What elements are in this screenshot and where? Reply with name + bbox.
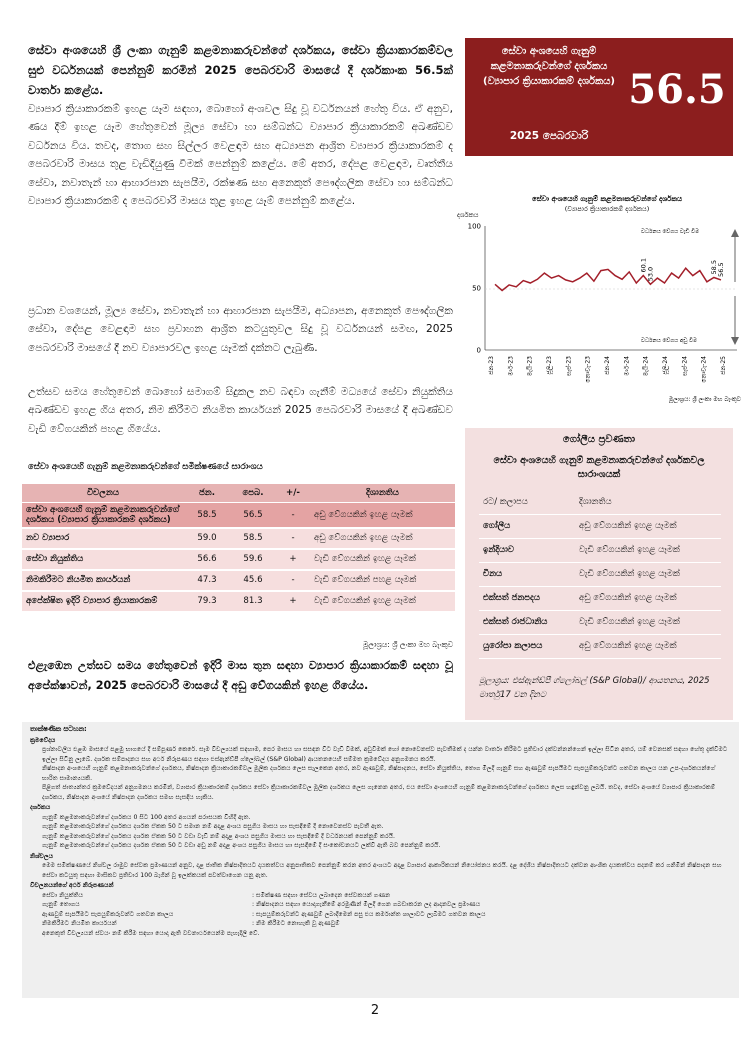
notes-method-text: ප්‍රශ්නාවලිය එළඹ මාසයේ පළමු භාගයේ දී සම්පූර්ණ කෙරේ. සෑම විචල්‍යයක් සඳහාම, පෙර මාසය හා සසඳන විට වැඩි වීමක්, අඩුවීමක් හෝ නොවෙනස්ව පැවතීමක් ද යන්න වාර්තා කිරීමට ප්‍රතිචාර දක්වන්නන්ගෙන් ඉල්ලා සිටින අතර, යම් වෙනසක් සඳහා හේතු දැක්වීමට ඉල්ලා සිටිනු ලැබේ. දර්ශක සම්පාදනය සහ අර්ථ නිරූපණය සඳහා එස්ඇන්ඩ්පී ග්ලෝබල් (S&P Global) ආයතනයෙහි සම්මත ක්‍රමවේදය අනුගමනය කරයි. [42, 746, 728, 763]
definition-row [30, 891, 731, 901]
definition-term: ඇණවුම් සැපයීමට සැපයුම්කරුවන්ට ගතවන කාලය [42, 910, 174, 918]
paragraph-employment: උත්සව සමය හේතුවෙන් බොහෝ සමාගම් සිදුකල නව බඳවා ගැනීම් මධ්‍යයේ සේවා නියුක්තිය අඛණ්ඩව ඉහළ ගිය අතර, නිම කිරීමට නියමිත කාර්යයන් 2025 පෙබරවාරි මාසයේ දී අඛණ්ඩව වැඩි වේගයකින් පහළ ගියේය. [28, 386, 453, 435]
chart-subtitle: (ව්‍යාපාර ක්‍රියාකාරකම් දර්ශකය) [564, 205, 650, 213]
summary-table-row [22, 528, 455, 549]
summary-table-header [22, 484, 455, 502]
region-name: යුරෝපා කලාපය [479, 634, 575, 658]
summary-table-cell: නව ව්‍යාපාර [22, 528, 184, 549]
y-tick-label: 0 [476, 346, 481, 355]
summary-table-row [22, 502, 455, 528]
region-name: චීනය [479, 562, 575, 586]
lower-zone-note: වර්ධනය වේගය අඩු වීම [641, 338, 697, 344]
col-header-country: රට/ කලාපය [479, 490, 575, 514]
x-tick-label: මාර්-23 [507, 356, 515, 376]
technical-notes [22, 722, 739, 998]
intro-paragraph: සේවා අංශයෙහි ශ්‍රී ලංකා ගැනුම් කළමනාකරුවන්ගේ දර්ශකය, සේවා ක්‍රියාකාරකම්වල සුළු වර්ධනයක් පෙන්නුම් කරමින් 2025 පෙබරවාරි මාසයේ දී දර්ශකාංක 56.5ක් වාර්තා කළේය. [28, 43, 453, 97]
summary-table-row [22, 570, 455, 591]
summary-table-cell: 56.6 [184, 549, 230, 570]
closing-paragraph: එළැඹෙන උත්සව සමය හේතුවෙන් ඉදිරි මාස තුන සඳහා ව්‍යාපාර ක්‍රියාකාරකම් සඳහා වූ අපේක්ෂාවන්, 2025 පෙබරවාරි මාසයේ දී අඩු වේගයකින් ඉහළ ගියේය. [28, 659, 453, 692]
chart-title: සේවා අංශයෙහි ගැනුම් කළමනාකරුවන්ගේ දර්ශකය [531, 195, 683, 203]
pmi-line-chart [455, 188, 747, 408]
col-header-direction: දිශානතිය [310, 484, 455, 502]
global-trends-source: මූලාශ්‍රය: එස්ඇන්ඩ්පී ග්ලෝබල් (S&P Global)/ ආයතනය, 2025 මාර්තු17 වන දිනට [479, 676, 710, 700]
summary-table-cell: - [276, 570, 310, 591]
x-tick-label: මාර්-24 [623, 356, 631, 376]
x-tick-label: සැප්-23 [565, 356, 573, 376]
region-trend: අඩු වේගයකින් ඉහළ යෑමක් [575, 634, 721, 658]
notes-weighting-text: මෙම සමීක්ෂණයේ නිශ්චල රාමුව සේවක ප්‍රමාණයන් අනුව, දළ ජාතික නිෂ්පාදිතයට දායකත්වය අනුපාතිකව පෙන්නුම් කරන අතර අංශයට අදාළ ව්‍යාපාර ආකාරිකයන් නියෝජනය කරයි. දළ දේශීය නිෂ්පාදිතයට දක්වන ආංශික දායකත්වය පදනම් කර ගනිමින් නිෂ්පාදන සහ සේවා කටයුතු සඳහා මාසිකව ප්‍රතිචාර 100 බැගින් වූ ඉලක්කයක් පවත්වාගෙන යනු ඇත. [42, 862, 722, 879]
summary-table-cell: 58.5 [230, 528, 276, 549]
region-trend: අඩු වේගයකින් ඉහළ යෑමක් [575, 586, 721, 610]
data-label: 53.0 [646, 266, 655, 282]
summary-table-cell: නිමකිරීමට නියමිත කාර්යයන් [22, 570, 184, 591]
col-header-variable: විචලනය [22, 484, 184, 502]
summary-table-row [22, 591, 455, 612]
region-name: ගෝලීය [479, 514, 575, 538]
notes-index-text: ගැනුම් කළමනාකරුවන්ගේ දර්ශකය 0 සිට 100 අතර අගයන් පරාසයක විහිදී ඇත. [42, 813, 251, 821]
notes-index-text: ගැනුම් කළමනාකරුවන්ගේ දර්ශකය දර්ශක ඒකක 50 ට සමාන නම් අදාළ අංශය පසුගිය මාසය හා සැසඳීමේ දී නොවෙනස්ව පැවතී ඇත. [42, 823, 384, 830]
summary-table-cell: + [276, 549, 310, 570]
summary-table-cell: වැඩි වේගයකින් ඉහළ යෑමක් [310, 591, 455, 612]
global-trends-box [465, 428, 733, 720]
headline-index-box [465, 38, 733, 156]
x-tick-label: මැයි-23 [526, 356, 534, 377]
summary-table-cell: වැඩි වේගයකින් ඉහළ යෑමක් [310, 549, 455, 570]
region-name: ඉන්දියාව [479, 538, 575, 562]
summary-table-cell: - [276, 502, 310, 528]
y-tick-label: 100 [467, 222, 481, 231]
data-label: 58.5 [709, 259, 718, 275]
summary-table-source: මූලාශ්‍රය: ශ්‍රී ලංකා මහ බැංකුව [362, 640, 453, 649]
summary-table [22, 484, 455, 613]
upward-arrow-icon [731, 229, 739, 282]
summary-table-cell: 59.0 [184, 528, 230, 549]
summary-table-cell: 59.6 [230, 549, 276, 570]
global-trends-subtitle: සේවා අංශයෙහි ගැනුම් කළමනාකරුවන්ගේ දර්ශකවල සාරාංශයක් [493, 455, 705, 480]
notes-tail: අනෙකුත් විචල්‍යයන් ස්වයං නම් කිරීම සඳහා යොදා ඇති වචනාර්ථයෙන්ම පැහැදිලි වේ. [42, 929, 260, 937]
summary-table-cell: - [276, 528, 310, 549]
summary-table-cell: 56.5 [230, 502, 276, 528]
summary-table-cell: අපේක්ෂිත ඉදිරි ව්‍යාපාර ක්‍රියාකාරකම් [22, 591, 184, 612]
definition-row [30, 900, 731, 910]
paragraph-business-activity: ව්‍යාපාර ක්‍රියාකාරකම් ඉහළ යෑම සඳහා, බොහෝ අංශවල සිදු වූ වර්ධනයන් හේතු විය. ඒ අනුව, ණය දීම් ඉහළ යෑම හේතුවෙන් මූල්‍ය සේවා හා සම්බන්ධ ව්‍යාපාර ක්‍රියාකාරකම් අඛණ්ඩව වර්ධනය විය. තවද, තොග සහ සිල්ලර වෙළඳාම සහ අධ්‍යාපන ආශ්‍රිත ව්‍යාපාර ක්‍රියාකාරකම් ද පෙබරවාරි මාසය තුළ වැඩිදියුණු වීමක් පෙන්නුම් කළේය. මේ අතර, දේපළ වෙළඳාම, වෘත්තීය සේවා, නවාතැන් හා ආහාරපාන සැපයීම, රක්ෂණ සහ අනෙකුත් පෞද්ගලික සේවා හා සම්බන්ධ ව්‍යාපාර ක්‍රියාකාරකම් ද පෙබරවාරි මාසය තුළ ඉහළ යෑම් පෙන්නුම් කළේය. [28, 103, 453, 208]
global-trends-row [479, 634, 721, 658]
paragraph-new-business: ප්‍රධාන වශයෙන්, මූල්‍ය සේවා, නවාතැන් හා ආහාරපාන සැපයීම, අධ්‍යාපන, අනෙකුත් පෞද්ගලික සේවා, දේපළ වෙළඳාම සහ ප්‍රවාහන ආශ්‍රිත කටයුතුවල සිදු වූ වර්ධනයන් සමඟ, 2025 පෙබරවාරි මාසයේ දී නව ව්‍යාපාරවල ඉහළ යෑමක් දක්නට ලැබුණි. [28, 305, 453, 354]
data-label: 60.1 [639, 257, 648, 273]
notes-method-heading: ක්‍රමවේදය [30, 736, 56, 744]
notes-method-text: පිළිගත් ජාත්‍යන්තර ක්‍රමවේදයන් අනුගමනය කරමින්, ව්‍යාපාර ක්‍රියාකාරකම් දර්ශකය සේවා ක්‍රියාකාරකම්වල මූලික දර්ශකය ලෙස ගැනෙන අතර, එය සේවා අංශයෙහි ගැනුම් කළමනාකරුවන්ගේ දර්ශකය ලෙස හඳුන්වනු ලබයි. තවද, සේවා අංශයේ ව්‍යාපාර ක්‍රියාකාරකම් දර්ශකය, නිෂ්පාදන අංශයේ නිෂ්පාදන දර්ශකය සමඟ සැසඳිය හැකිය. [42, 784, 716, 801]
region-name: එක්සත් රාජධානිය [479, 610, 575, 634]
summary-table-cell: 81.3 [230, 591, 276, 612]
notes-heading: තාක්ෂණික සටහන: [30, 725, 87, 733]
notes-definitions-heading: විචලනයන්ගේ අර්ථ නිරූපණයන් [30, 882, 114, 889]
summary-table-cell: + [276, 591, 310, 612]
global-trends-row [479, 586, 721, 610]
region-trend: වැඩි වේගයකින් ඉහළ යෑමක් [575, 538, 721, 562]
region-name: එක්සත් ජනපදය [479, 586, 575, 610]
summary-table-caption: සේවා අංශයෙහි ගැනුම් කළමනාකරුවන්ගේ සමීක්ෂණයේ සාරාංශය [28, 462, 263, 472]
definition-text: : සමීක්ෂණ සඳහා සේවය ලබාදෙන සේවකයන් ගණන [252, 891, 391, 899]
summary-table-cell: 45.6 [230, 570, 276, 591]
x-tick-label: නොවැ-23 [584, 356, 592, 383]
definition-term: ගැනුම් තොගය [42, 901, 80, 908]
summary-table-cell: 47.3 [184, 570, 230, 591]
definition-term: නිමකිරීමට නියමිත කාර්යයන් [42, 920, 117, 927]
x-tick-label: සැප්-24 [681, 356, 689, 376]
upper-zone-note: වර්ධනය වේගය වැඩි වීම [641, 229, 700, 235]
summary-table-cell: සේවා අංශයෙහි ගැනුම් කළමනාකරුවන්ගේ දර්ශකය (ව්‍යාපාර ක්‍රියාකාරකම් දර්ශකය) [22, 502, 184, 528]
col-header-trend: දිශානතිය [575, 490, 721, 514]
headline-index-value: 56.5 [628, 66, 726, 113]
region-trend: වැඩි වේගයකින් ඉහළ යෑමක් [575, 562, 721, 586]
summary-table-cell: අඩු වේගයකින් ඉහළ යෑමක් [310, 528, 455, 549]
summary-table-cell: 79.3 [184, 591, 230, 612]
global-trends-row [479, 562, 721, 586]
chart-ylabel: දර්ශකය [457, 211, 479, 219]
definition-text: : සැපයුම්කරුවන්ට ඇණවුම් ලබාදීමෙන් පසු එය කර්මාන්ත ශාලාවට ලැබීමට ගතවන කාලය [252, 910, 486, 918]
notes-index-text: ගැනුම් කළමනාකරුවන්ගේ දර්ශකය දර්ශක ඒකක 50 ට වඩා අඩු නම් අදාළ අංශය පසුගිය මාසය හා සැසඳීමේ දී සංකෝචනයට ලක්වී ඇති බව පෙන්නුම් කරයි. [42, 842, 441, 849]
definition-row [30, 910, 731, 920]
global-trends-row [479, 610, 721, 634]
region-trend: අඩු වේගයකින් ඉහළ යෑමක් [575, 514, 721, 538]
x-tick-label: නොවැ-24 [700, 356, 708, 383]
notes-method-text: නිෂ්පාදන අංශයෙහි ගැනුම් කළමනාකරුවන්ගේ දර්ශකය, නිෂ්පාදන ක්‍රියාකාරකම්වල මූලික දර්ශකය ලෙස සැලකෙන අතර, නව ඇණවුම්, නිෂ්පාදනය, සේවා නියුක්තිය, තොග මිලදී ගැනුම් සහ ඇණවුම් සැපයීමට සැපයුම්කරුවන්ට ගතවන කාලය යන උප-දර්ශකයන්ගේ භාරිත සාමාන්‍යයකි. [42, 765, 716, 782]
definition-row [30, 919, 731, 929]
summary-table-cell: සේවා නියුක්තිය [22, 549, 184, 570]
page-number: 2 [370, 1003, 380, 1018]
definition-text: : නිෂ්පාදනය සඳහා යොදාගැනීමේ අරමුණින් මිලදී ගෙන ගබඩාකරන ලද ආදානවල ප්‍රමාණය [252, 901, 481, 908]
col-header-jan: ජන. [184, 484, 230, 502]
col-header-feb: පෙබ. [230, 484, 276, 502]
x-tick-label: ජන-24 [604, 356, 611, 375]
notes-index-heading: දර්ශකය [30, 804, 51, 811]
region-trend: වැඩි වේගයකින් ඉහළ යෑමක් [575, 610, 721, 634]
definition-text: : නිම කිරීමට නොහැකි වූ ඇණවුම් [252, 920, 340, 927]
y-tick-label: 50 [472, 284, 481, 293]
col-header-change: +/- [276, 484, 310, 502]
chart-source: මූලාශ්‍රය: ශ්‍රී ලංකා මහ බැංකුව [668, 396, 741, 403]
summary-table-row [22, 549, 455, 570]
global-trends-title: ගෝලීය ප්‍රවණතා [562, 434, 636, 445]
x-tick-label: ජන-25 [720, 356, 727, 375]
global-trends-row [479, 538, 721, 562]
summary-table-cell: 58.5 [184, 502, 230, 528]
downward-arrow-icon [731, 296, 739, 345]
global-trends-table [479, 490, 721, 659]
x-tick-label: මැයි-24 [642, 356, 650, 377]
pmi-series-line [495, 268, 721, 290]
summary-table-cell: අඩු වේගයකින් ඉහළ යෑමක් [310, 502, 455, 528]
definition-term: සේවා නියුක්තිය [42, 891, 84, 899]
data-label: 56.5 [717, 262, 725, 277]
headline-index-title: සේවා අංශයෙහි ගැනුම් කළමනාකරුවන්ගේ දර්ශකය (ව්‍යාපාර ක්‍රියාකාරකම් දර්ශකය) [483, 46, 615, 87]
headline-index-date: 2025 පෙබරවාරි [509, 130, 589, 142]
x-tick-label: ජන-23 [488, 356, 495, 375]
summary-table-cell: වැඩි වේගයකින් පහළ යෑමක් [310, 570, 455, 591]
global-trends-row [479, 514, 721, 538]
notes-index-text: ගැනුම් කළමනාකරුවන්ගේ දර්ශකය දර්ශක ඒකක 50 ට වඩා වැඩි නම් අදාළ අංශය පසුගිය මාසය හා සැසඳීමේ දී වර්ධනයක් පෙන්නුම් කරයි. [42, 832, 396, 840]
x-tick-label: ජූලි-24 [662, 356, 669, 375]
x-tick-label: ජූලි-23 [546, 356, 553, 375]
notes-weighting-heading: නිශ්චලය [30, 852, 54, 860]
